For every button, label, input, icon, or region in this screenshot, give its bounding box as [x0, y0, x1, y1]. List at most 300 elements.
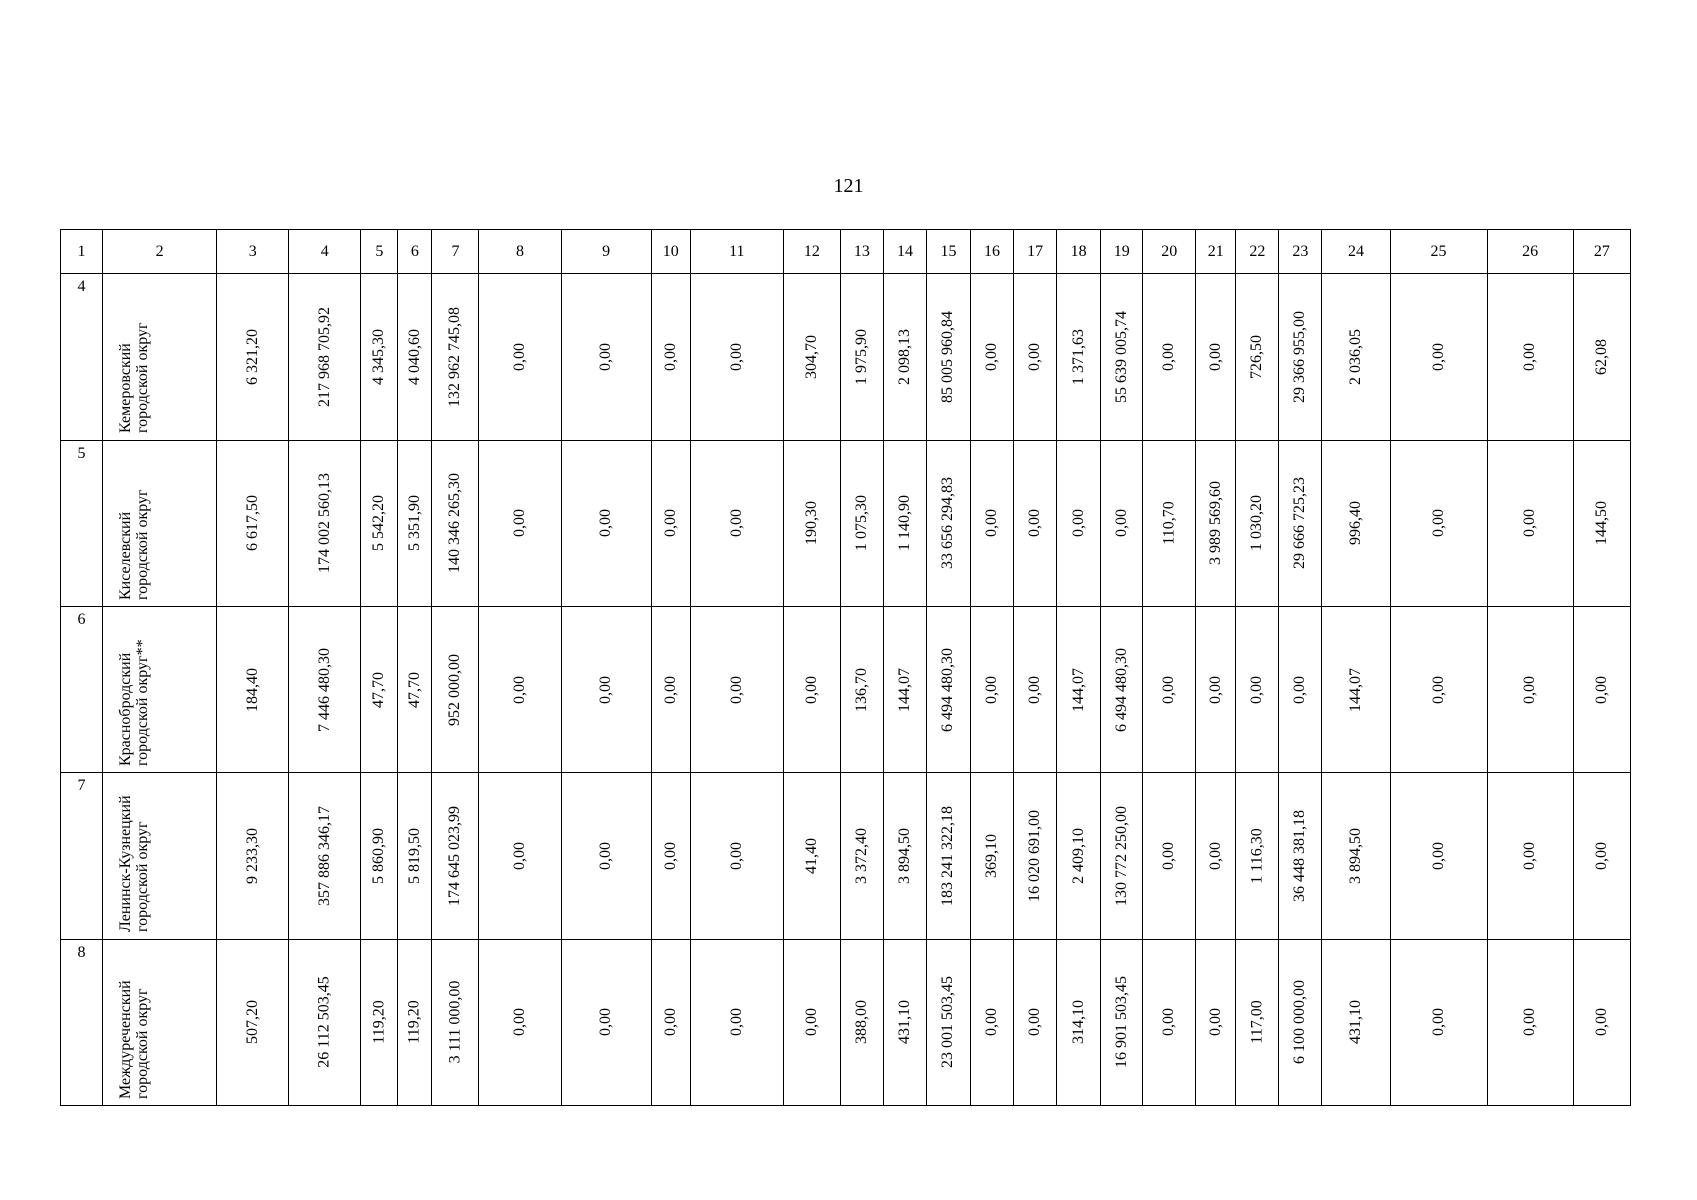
value-text: 0,00 — [1248, 675, 1266, 704]
value-cell — [432, 440, 479, 606]
value-cell — [432, 773, 479, 939]
value-cell — [217, 773, 289, 939]
column-number-row — [61, 230, 1631, 274]
value-text: 5 351,90 — [405, 495, 423, 552]
value-text: 174 645 023,99 — [446, 805, 464, 906]
column-number-cell: 13 — [840, 230, 883, 274]
value-text: 996,40 — [1346, 501, 1364, 546]
district-name-cell — [103, 939, 217, 1105]
value-cell — [1573, 773, 1630, 939]
value-cell — [971, 274, 1014, 440]
value-text: 0,00 — [597, 342, 615, 371]
value-cell — [690, 274, 783, 440]
table-row — [61, 440, 1631, 606]
value-cell — [1236, 607, 1279, 773]
value-cell — [289, 773, 361, 939]
value-text: 0,00 — [1026, 1008, 1044, 1037]
district-name-cell — [103, 773, 217, 939]
value-cell — [1322, 440, 1390, 606]
value-text: 726,50 — [1248, 334, 1266, 379]
value-cell — [1573, 939, 1630, 1105]
value-text: 190,30 — [802, 501, 820, 546]
value-text: 0,00 — [1521, 675, 1539, 704]
value-text: 0,00 — [1429, 675, 1447, 704]
value-text: 314,10 — [1069, 1000, 1087, 1045]
value-text: 0,00 — [1112, 509, 1130, 538]
value-cell — [1057, 939, 1101, 1105]
value-text: 0,00 — [1592, 675, 1610, 704]
row-number-cell — [61, 773, 103, 939]
value-text: 357 886 346,17 — [315, 805, 333, 906]
value-cell — [561, 939, 651, 1105]
row-number: 4 — [77, 278, 86, 296]
value-text: 0,00 — [1160, 342, 1178, 371]
value-cell — [1236, 773, 1279, 939]
value-text: 184,40 — [243, 667, 261, 712]
value-cell — [1390, 773, 1487, 939]
value-text: 2 098,13 — [895, 328, 913, 385]
value-cell — [883, 440, 926, 606]
column-number-cell: 16 — [971, 230, 1014, 274]
value-cell — [479, 607, 561, 773]
value-text: 0,00 — [1429, 1008, 1447, 1037]
value-text: 0,00 — [1069, 509, 1087, 538]
value-cell — [1143, 440, 1196, 606]
table-row — [61, 274, 1631, 440]
value-cell — [361, 274, 398, 440]
value-cell — [561, 274, 651, 440]
value-text: 110,70 — [1160, 501, 1178, 545]
value-text: 4 345,30 — [370, 328, 388, 385]
value-text: 0,00 — [727, 342, 745, 371]
value-cell — [1101, 939, 1143, 1105]
value-text: 3 894,50 — [1346, 827, 1364, 884]
value-text: 0,00 — [1160, 841, 1178, 870]
value-text: 0,00 — [1429, 342, 1447, 371]
district-name-cell — [103, 274, 217, 440]
column-number-cell: 21 — [1196, 230, 1236, 274]
value-text: 144,07 — [895, 667, 913, 712]
value-cell — [432, 607, 479, 773]
value-text: 119,20 — [406, 1000, 424, 1044]
value-cell — [690, 607, 783, 773]
value-text: 0,00 — [1026, 342, 1044, 371]
value-cell — [432, 274, 479, 440]
value-cell — [651, 607, 690, 773]
value-cell — [1322, 607, 1390, 773]
value-text: 132 962 745,08 — [446, 306, 464, 407]
table-row — [61, 607, 1631, 773]
value-cell — [1143, 274, 1196, 440]
value-text: 0,00 — [597, 841, 615, 870]
value-cell — [1390, 440, 1487, 606]
value-cell — [883, 939, 926, 1105]
value-cell — [1014, 440, 1057, 606]
page-number: 121 — [833, 175, 864, 197]
district-name-cell — [103, 440, 217, 606]
value-text: 1 030,20 — [1248, 495, 1266, 552]
column-number-cell: 17 — [1014, 230, 1057, 274]
value-text: 136,70 — [852, 667, 870, 712]
value-cell — [1196, 773, 1236, 939]
value-text: 0,00 — [1592, 841, 1610, 870]
value-text: 36 448 381,18 — [1291, 809, 1309, 902]
value-text: 41,40 — [802, 837, 820, 874]
value-text: 0,00 — [661, 509, 679, 538]
district-name: Междуреченский городской округ — [117, 979, 152, 1099]
value-text: 3 372,40 — [852, 827, 870, 884]
value-cell — [479, 274, 561, 440]
value-cell — [1057, 607, 1101, 773]
value-text: 369,10 — [983, 833, 1001, 878]
district-name-cell — [103, 607, 217, 773]
value-text: 0,00 — [983, 1008, 1001, 1037]
value-text: 0,00 — [1429, 509, 1447, 538]
value-cell — [1101, 773, 1143, 939]
column-number-cell: 20 — [1143, 230, 1196, 274]
value-text: 2 409,10 — [1069, 827, 1087, 884]
value-cell — [1279, 773, 1322, 939]
value-cell — [561, 607, 651, 773]
value-cell — [361, 773, 398, 939]
value-text: 0,00 — [727, 841, 745, 870]
value-text: 0,00 — [1160, 675, 1178, 704]
value-text: 144,07 — [1069, 667, 1087, 712]
district-name: Киселевский городской округ — [117, 489, 152, 600]
value-cell — [1487, 607, 1573, 773]
value-text: 0,00 — [597, 1008, 615, 1037]
value-text: 119,20 — [370, 1000, 388, 1044]
value-cell — [361, 440, 398, 606]
value-text: 29 366 955,00 — [1291, 310, 1309, 403]
value-text: 0,00 — [1026, 675, 1044, 704]
value-cell — [1487, 274, 1573, 440]
value-cell — [1322, 773, 1390, 939]
value-text: 0,00 — [727, 509, 745, 538]
value-cell — [926, 440, 970, 606]
district-name: Ленинск-Кузнецкий городской округ — [117, 795, 152, 933]
table-row — [61, 773, 1631, 939]
value-text: 47,70 — [370, 671, 388, 708]
value-text: 0,00 — [510, 342, 528, 371]
value-cell — [840, 773, 883, 939]
value-cell — [1057, 773, 1101, 939]
value-cell — [217, 274, 289, 440]
value-cell — [398, 274, 432, 440]
value-text: 33 656 294,83 — [939, 477, 957, 570]
value-cell — [690, 440, 783, 606]
value-text: 5 542,20 — [370, 495, 388, 552]
value-cell — [1487, 939, 1573, 1105]
value-text: 117,00 — [1248, 1000, 1266, 1044]
value-text: 0,00 — [1206, 1008, 1224, 1037]
column-number-cell: 23 — [1279, 230, 1322, 274]
value-text: 0,00 — [510, 675, 528, 704]
value-cell — [783, 607, 840, 773]
value-cell — [1236, 274, 1279, 440]
column-number-cell: 8 — [479, 230, 561, 274]
value-text: 183 241 322,18 — [939, 805, 957, 906]
value-cell — [398, 440, 432, 606]
value-cell — [1279, 607, 1322, 773]
value-cell — [651, 440, 690, 606]
column-number-cell: 9 — [561, 230, 651, 274]
value-cell — [1279, 274, 1322, 440]
value-text: 55 639 005,74 — [1112, 310, 1130, 403]
value-text: 47,70 — [405, 671, 423, 708]
value-text: 3 111 000,00 — [446, 980, 464, 1064]
value-cell — [561, 773, 651, 939]
column-number-cell: 3 — [217, 230, 289, 274]
row-number-cell — [61, 607, 103, 773]
value-text: 1 116,30 — [1248, 828, 1266, 884]
value-text: 0,00 — [983, 342, 1001, 371]
column-number-cell: 22 — [1236, 230, 1279, 274]
value-text: 6 494 480,30 — [1112, 647, 1130, 732]
value-text: 1 371,63 — [1069, 328, 1087, 385]
column-number-cell: 14 — [883, 230, 926, 274]
value-cell — [840, 939, 883, 1105]
value-cell — [398, 773, 432, 939]
value-cell — [1143, 939, 1196, 1105]
value-cell — [1390, 607, 1487, 773]
column-number-cell: 5 — [361, 230, 398, 274]
value-cell — [361, 939, 398, 1105]
value-cell — [479, 440, 561, 606]
value-text: 0,00 — [1521, 342, 1539, 371]
value-text: 5 860,90 — [370, 827, 388, 884]
value-cell — [883, 607, 926, 773]
value-text: 0,00 — [1206, 342, 1224, 371]
column-number-cell: 10 — [651, 230, 690, 274]
value-cell — [561, 440, 651, 606]
value-cell — [926, 274, 970, 440]
row-number: 8 — [77, 943, 86, 961]
value-text: 0,00 — [661, 342, 679, 371]
value-cell — [926, 607, 970, 773]
value-cell — [1057, 274, 1101, 440]
value-text: 6 100 000,00 — [1291, 980, 1309, 1065]
value-cell — [289, 274, 361, 440]
value-cell — [690, 773, 783, 939]
budget-table — [60, 229, 1631, 1106]
value-text: 6 321,20 — [243, 328, 261, 385]
value-text: 2 036,05 — [1346, 328, 1364, 385]
value-text: 388,00 — [852, 1000, 870, 1045]
value-text: 1 975,90 — [852, 328, 870, 385]
value-text: 0,00 — [727, 1008, 745, 1037]
value-text: 6 494 480,30 — [939, 647, 957, 732]
column-number-cell: 2 — [103, 230, 217, 274]
value-cell — [217, 607, 289, 773]
value-text: 0,00 — [1521, 509, 1539, 538]
value-cell — [1236, 939, 1279, 1105]
value-text: 140 346 265,30 — [446, 473, 464, 574]
value-cell — [1322, 939, 1390, 1105]
column-number-cell: 12 — [783, 230, 840, 274]
row-number-cell — [61, 440, 103, 606]
value-cell — [1196, 607, 1236, 773]
value-text: 0,00 — [597, 675, 615, 704]
value-text: 144,07 — [1346, 667, 1364, 712]
value-text: 0,00 — [1592, 1008, 1610, 1037]
value-cell — [398, 939, 432, 1105]
value-text: 0,00 — [802, 1008, 820, 1037]
value-cell — [289, 939, 361, 1105]
value-cell — [1014, 274, 1057, 440]
district-name: Краснобродский городской округ** — [117, 639, 152, 767]
value-cell — [289, 607, 361, 773]
column-number-cell: 24 — [1322, 230, 1390, 274]
value-cell — [432, 939, 479, 1105]
value-cell — [883, 773, 926, 939]
column-number-cell: 4 — [289, 230, 361, 274]
value-cell — [651, 773, 690, 939]
value-cell — [289, 440, 361, 606]
column-number-cell: 18 — [1057, 230, 1101, 274]
value-cell — [1390, 939, 1487, 1105]
value-cell — [840, 440, 883, 606]
value-text: 0,00 — [727, 675, 745, 704]
value-text: 507,20 — [243, 1000, 261, 1045]
value-text: 130 772 250,00 — [1112, 805, 1130, 906]
value-cell — [1322, 274, 1390, 440]
value-text: 23 001 503,45 — [939, 976, 957, 1069]
row-number: 5 — [77, 444, 86, 462]
value-cell — [1014, 773, 1057, 939]
value-cell — [926, 939, 970, 1105]
value-text: 0,00 — [1291, 675, 1309, 704]
value-text: 16 020 691,00 — [1026, 809, 1044, 902]
value-text: 3 894,50 — [895, 827, 913, 884]
value-cell — [1196, 274, 1236, 440]
value-cell — [479, 773, 561, 939]
value-text: 217 968 705,92 — [315, 306, 333, 407]
value-cell — [479, 939, 561, 1105]
value-text: 0,00 — [1429, 841, 1447, 870]
value-cell — [783, 440, 840, 606]
value-cell — [1279, 440, 1322, 606]
value-text: 0,00 — [1206, 675, 1224, 704]
value-cell — [217, 939, 289, 1105]
value-cell — [971, 440, 1014, 606]
value-cell — [783, 773, 840, 939]
column-number-cell: 7 — [432, 230, 479, 274]
column-number-cell: 15 — [926, 230, 970, 274]
value-text: 29 666 725,23 — [1291, 477, 1309, 570]
column-number-cell: 1 — [61, 230, 103, 274]
value-cell — [1573, 274, 1630, 440]
value-cell — [1390, 274, 1487, 440]
value-cell — [926, 773, 970, 939]
value-cell — [971, 607, 1014, 773]
value-cell — [1057, 440, 1101, 606]
value-cell — [1573, 440, 1630, 606]
table-row — [61, 939, 1631, 1105]
value-text: 4 040,60 — [405, 328, 423, 385]
value-cell — [883, 274, 926, 440]
column-number-cell: 11 — [690, 230, 783, 274]
value-text: 16 901 503,45 — [1112, 976, 1130, 1069]
value-text: 0,00 — [661, 1008, 679, 1037]
value-text: 7 446 480,30 — [315, 647, 333, 732]
value-text: 0,00 — [1521, 1008, 1539, 1037]
value-text: 0,00 — [661, 675, 679, 704]
value-text: 0,00 — [1206, 841, 1224, 870]
value-cell — [1143, 607, 1196, 773]
value-text: 952 000,00 — [446, 653, 464, 726]
value-text: 0,00 — [510, 1008, 528, 1037]
value-cell — [840, 607, 883, 773]
value-cell — [398, 607, 432, 773]
value-text: 62,08 — [1592, 338, 1610, 375]
row-number-cell — [61, 274, 103, 440]
column-number-cell: 27 — [1573, 230, 1630, 274]
value-cell — [783, 939, 840, 1105]
value-cell — [1101, 607, 1143, 773]
value-text: 0,00 — [1521, 841, 1539, 870]
value-cell — [1487, 440, 1573, 606]
value-text: 9 233,30 — [243, 827, 261, 884]
value-cell — [1573, 607, 1630, 773]
value-text: 0,00 — [661, 841, 679, 870]
row-number: 7 — [77, 777, 86, 795]
district-name: Кемеровский городской округ — [117, 322, 152, 434]
column-number-cell: 6 — [398, 230, 432, 274]
value-cell — [783, 274, 840, 440]
row-number: 6 — [77, 611, 86, 629]
value-cell — [1279, 939, 1322, 1105]
column-number-cell: 26 — [1487, 230, 1573, 274]
value-cell — [840, 274, 883, 440]
value-text: 6 617,50 — [243, 495, 261, 552]
value-text: 3 989 569,60 — [1206, 481, 1224, 566]
value-cell — [651, 274, 690, 440]
value-cell — [690, 939, 783, 1105]
value-cell — [1101, 440, 1143, 606]
value-text: 144,50 — [1592, 501, 1610, 546]
value-cell — [1014, 939, 1057, 1105]
column-number-cell: 19 — [1101, 230, 1143, 274]
value-cell — [1101, 274, 1143, 440]
value-cell — [1236, 440, 1279, 606]
value-text: 26 112 503,45 — [315, 976, 333, 1068]
value-text: 431,10 — [1346, 1000, 1364, 1045]
column-number-cell: 25 — [1390, 230, 1487, 274]
value-text: 0,00 — [802, 675, 820, 704]
value-text: 431,10 — [895, 1000, 913, 1045]
value-text: 174 002 560,13 — [315, 473, 333, 574]
value-text: 0,00 — [597, 509, 615, 538]
value-cell — [651, 939, 690, 1105]
value-text: 5 819,50 — [405, 827, 423, 884]
value-text: 0,00 — [983, 509, 1001, 538]
value-cell — [217, 440, 289, 606]
value-text: 0,00 — [510, 509, 528, 538]
value-cell — [971, 939, 1014, 1105]
value-cell — [1196, 440, 1236, 606]
value-cell — [361, 607, 398, 773]
row-number-cell — [61, 939, 103, 1105]
value-text: 1 075,30 — [852, 495, 870, 552]
value-cell — [971, 773, 1014, 939]
value-cell — [1487, 773, 1573, 939]
value-text: 304,70 — [802, 334, 820, 379]
value-text: 85 005 960,84 — [939, 310, 957, 403]
value-text: 0,00 — [1160, 1008, 1178, 1037]
value-text: 0,00 — [983, 675, 1001, 704]
value-text: 0,00 — [510, 841, 528, 870]
